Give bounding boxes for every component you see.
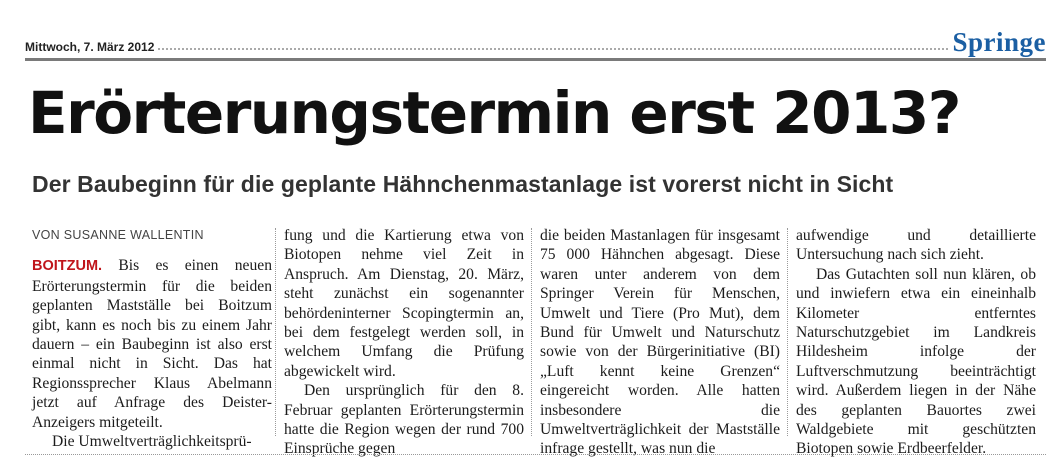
article-column-1 [32, 226, 272, 451]
header-dotted-rule [158, 48, 948, 50]
page-header [25, 27, 1046, 57]
article-headline: Erörterungstermin erst 2013? [28, 79, 960, 147]
paragraph: Den ursprünglich für den 8. Februar geplanten Erörterungstermin hatte die Region wegen der rund 700 Einsprüche gegen [284, 382, 524, 458]
bottom-dotted-rule [25, 454, 1046, 455]
paragraph: Das Gutachten soll nun klären, ob und inwiefern etwa ein eineinhalb Kilometer entferntes Naturschutzgebiet im Landkreis Hildesheim infolge der Luftverschmutzung beeinträchtigt wird. Außerdem liegen in der Nähe des geplanten Bauortes zwei Waldgebiete mit geschützten Biotopen sowie Erdbeerfelder. [796, 265, 1036, 458]
column-divider [275, 228, 277, 436]
paragraph: die beiden Mastanlagen für insgesamt 75 000 Hähnchen abgesagt. Diese waren unter anderem von dem Springer Verein für Menschen, Umwelt und Tiere (Pro Mut), dem Bund für Umwelt und Naturschutz sowie von der Bürgerinitiative (BI) „Luft kennt keine Grenzen“ eingereicht worden. Alle hatten insbesondere die Umweltverträglichkeit der Mastställe infrage gestellt, was nun die [540, 227, 780, 458]
dateline: BOITZUM. [32, 258, 103, 275]
article-column-4 [796, 226, 1036, 459]
article-column-2 [284, 226, 524, 459]
paragraph: Die Umweltverträglichkeitsprü- [52, 433, 252, 451]
paragraph-text: Bis es einen neuen Erörterungstermin für die beiden geplanten Mastställe bei Boitzum gibt, kann es noch bis zu einem Jahr dauern – ein Baubeginn ist also erst einmal nicht in Sicht. Das hat Regionssprecher Klaus Abelmann jetzt auf Anfrage des Deister-Anzeigers mitgeteilt. [32, 257, 272, 431]
column-divider [531, 228, 533, 436]
paragraph [32, 256, 272, 432]
byline: VON SUSANNE WALLENTIN [32, 228, 204, 242]
paragraph: fung und die Kartierung etwa von Biotopen nehme viel Zeit in Anspruch. Am Dienstag, 20. März, steht zunächst ein sogenannter behördeninterner Scopingtermin an, bei dem festgelegt werden soll, in welchem Umfang die Prüfung abgewickelt wird. [284, 227, 524, 380]
article-column-3 [540, 226, 780, 459]
column-divider [787, 228, 789, 436]
issue-date: Mittwoch, 7. März 2012 [25, 40, 155, 54]
article-subheadline: Der Baubeginn für die geplante Hähnchenmastanlage ist vorerst nicht in Sicht [32, 171, 894, 197]
paragraph: aufwendige und detaillierte Untersuchung nach sich zieht. [796, 227, 1036, 264]
header-rule [25, 58, 1046, 61]
section-title: Springe [952, 27, 1046, 57]
